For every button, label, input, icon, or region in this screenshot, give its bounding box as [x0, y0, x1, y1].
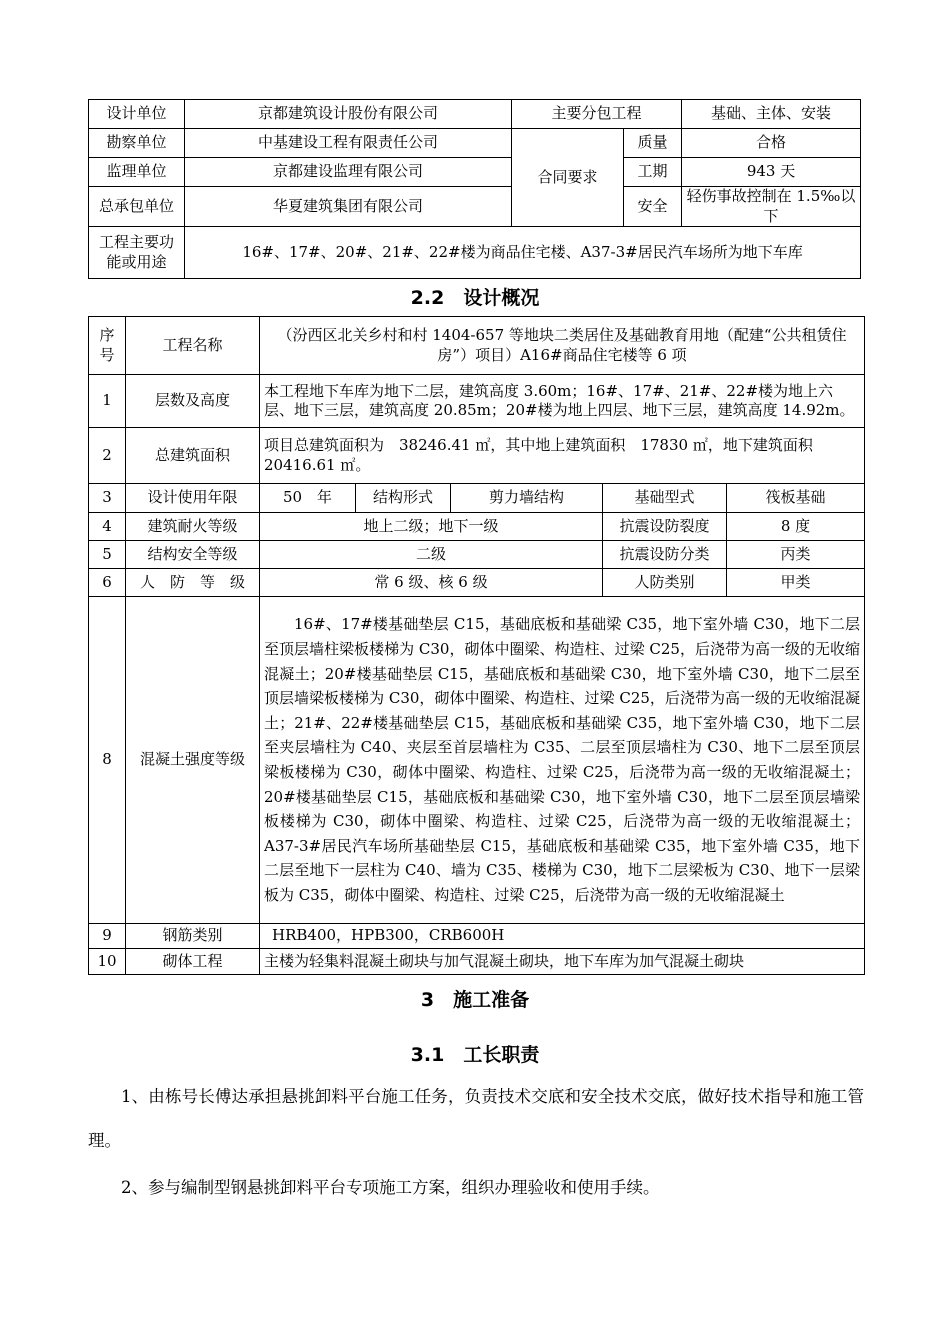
- general-contractor-value: 华夏建筑集团有限公司: [185, 187, 512, 227]
- quality-value: 合格: [682, 129, 861, 158]
- survey-unit-value: 中基建设工程有限责任公司: [185, 129, 512, 158]
- row-2-label: 总建筑面积: [126, 428, 260, 484]
- contract-requirement-label: 合同要求: [512, 129, 624, 227]
- row-3-structure-label: 结构形式: [356, 484, 451, 513]
- header-project-name-label: 工程名称: [126, 317, 260, 375]
- row-6-type-label: 人防类别: [603, 569, 727, 597]
- project-name-value: （汾西区北关乡村和村 1404-657 等地块二类居住及基础教育用地（配建“公共租赁住房”）项目）A16#商品住宅楼等 6 项: [260, 317, 865, 375]
- design-unit-value: 京都建筑设计股份有限公司: [185, 100, 512, 129]
- row-1-no: 1: [89, 375, 126, 428]
- paragraph-1: 1、由栋号长傅达承担悬挑卸料平台施工任务，负责技术交底和安全技术交底，做好技术指导和施工管理。: [88, 1087, 864, 1150]
- row-9-no: 9: [89, 924, 126, 949]
- row-6-label: 人 防 等 级: [126, 569, 260, 597]
- paragraph-2: 2、参与编制型钢悬挑卸料平台专项施工方案，组织办理验收和使用手续。: [121, 1178, 660, 1197]
- duration-label: 工期: [624, 158, 682, 187]
- main-subcontract-label: 主要分包工程: [512, 100, 682, 129]
- row-6-value: 常 6 级、核 6 级: [260, 569, 603, 597]
- supervision-unit-value: 京都建设监理有限公司: [185, 158, 512, 187]
- main-function-value: 16#、17#、20#、21#、22#楼为商品住宅楼、A37-3#居民汽车场所为地下车库: [185, 227, 861, 279]
- section-3-1-title: 3.1 工长职责: [410, 1044, 540, 1066]
- general-contractor-label: 总承包单位: [89, 187, 185, 227]
- row-9-value: HRB400，HPB300，CRB600H: [260, 924, 865, 949]
- survey-unit-label: 勘察单位: [89, 129, 185, 158]
- row-10-no: 10: [89, 949, 126, 975]
- section-2-2-title: 2.2 设计概况: [410, 287, 540, 309]
- row-5-label: 结构安全等级: [126, 541, 260, 569]
- row-6-no: 6: [89, 569, 126, 597]
- row-4-no: 4: [89, 513, 126, 541]
- project-info-table: [88, 99, 861, 279]
- row-4-seismic-value: 8 度: [727, 513, 865, 541]
- row-10-value: 主楼为轻集料混凝土砌块与加气混凝土砌块，地下车库为加气混凝土砌块: [260, 949, 865, 975]
- section-3-title: 3 施工准备: [420, 989, 530, 1011]
- row-5-category-value: 丙类: [727, 541, 865, 569]
- header-no: 序号: [89, 317, 126, 375]
- main-function-label: 工程主要功能或用途: [89, 227, 185, 279]
- row-8-value: 16#、17#楼基础垫层 C15，基础底板和基础梁 C35，地下室外墙 C30，地下二层至顶层墙柱梁板楼梯为 C30，砌体中圈梁、构造柱、过梁 C25，后浇带为高一级的无收缩混凝土；20#楼基础垫层 C15，基础底板和基础梁 C30，地下室外墙 C30，地下二层至顶层墙梁板楼梯为 C30，砌体中圈梁、构造柱、过梁 C25，后浇带为高一级的无收缩混凝土；21#、22#楼基础垫层 C15，基础底板和基础梁 C35，地下室外墙 C30，地下二层至夹层墙柱为 C40、夹层至首层墙柱为 C35、二层至顶层墙柱为 C30、地下二层至顶层梁板楼梯为 C30，砌体中圈梁、构造柱、过梁 C25，后浇带为高一级的无收缩混凝土；20#楼基础垫层 C15，基础底板和基础梁 C30，地下室外墙 C30，地下二层至顶层墙梁板楼梯为 C30，砌体中圈梁、构造柱、过梁 C25，后浇带为高一级的无收缩混凝土；A37-3#居民汽车场所基础垫层 C15，基础底板和基础梁 C35，地下室外墙 C35，地下二层至地下一层柱为 C40、墙为 C35、楼梯为 C30，地下二层梁板为 C30、地下一层梁板为 C35，砌体中圈梁、构造柱、过梁 C25，后浇带为高一级的无收缩混凝土: [260, 597, 865, 924]
- row-1-label: 层数及高度: [126, 375, 260, 428]
- row-10-label: 砌体工程: [126, 949, 260, 975]
- row-3-foundation-label: 基础型式: [603, 484, 727, 513]
- row-3-years: 50 年: [260, 484, 356, 513]
- quality-label: 质量: [624, 129, 682, 158]
- row-3-structure-value: 剪力墙结构: [451, 484, 603, 513]
- row-3-foundation-value: 筏板基础: [727, 484, 865, 513]
- row-6-type-value: 甲类: [727, 569, 865, 597]
- row-5-no: 5: [89, 541, 126, 569]
- row-9-label: 钢筋类别: [126, 924, 260, 949]
- supervision-unit-label: 监理单位: [89, 158, 185, 187]
- row-2-no: 2: [89, 428, 126, 484]
- row-8-label: 混凝土强度等级: [126, 597, 260, 924]
- row-2-value: 项目总建筑面积为 38246.41 ㎡，其中地上建筑面积 17830 ㎡，地下建筑面积 20416.61 ㎡。: [260, 428, 865, 484]
- row-3-label: 设计使用年限: [126, 484, 260, 513]
- safety-label: 安全: [624, 187, 682, 227]
- design-overview-table: [88, 316, 865, 975]
- row-4-label: 建筑耐火等级: [126, 513, 260, 541]
- duration-value: 943 天: [682, 158, 861, 187]
- row-4-seismic-label: 抗震设防裂度: [603, 513, 727, 541]
- row-4-value: 地上二级；地下一级: [260, 513, 603, 541]
- row-8-no: 8: [89, 597, 126, 924]
- row-5-value: 二级: [260, 541, 603, 569]
- row-1-value: 本工程地下车库为地下二层，建筑高度 3.60m；16#、17#、21#、22#楼为地上六层、地下三层，建筑高度 20.85m；20#楼为地上四层、地下三层，建筑高度 14.92m。: [260, 375, 865, 428]
- main-subcontract-value: 基础、主体、安装: [682, 100, 861, 129]
- row-3-no: 3: [89, 484, 126, 513]
- row-5-category-label: 抗震设防分类: [603, 541, 727, 569]
- safety-value: 轻伤事故控制在 1.5‰以下: [682, 187, 861, 227]
- design-unit-label: 设计单位: [89, 100, 185, 129]
